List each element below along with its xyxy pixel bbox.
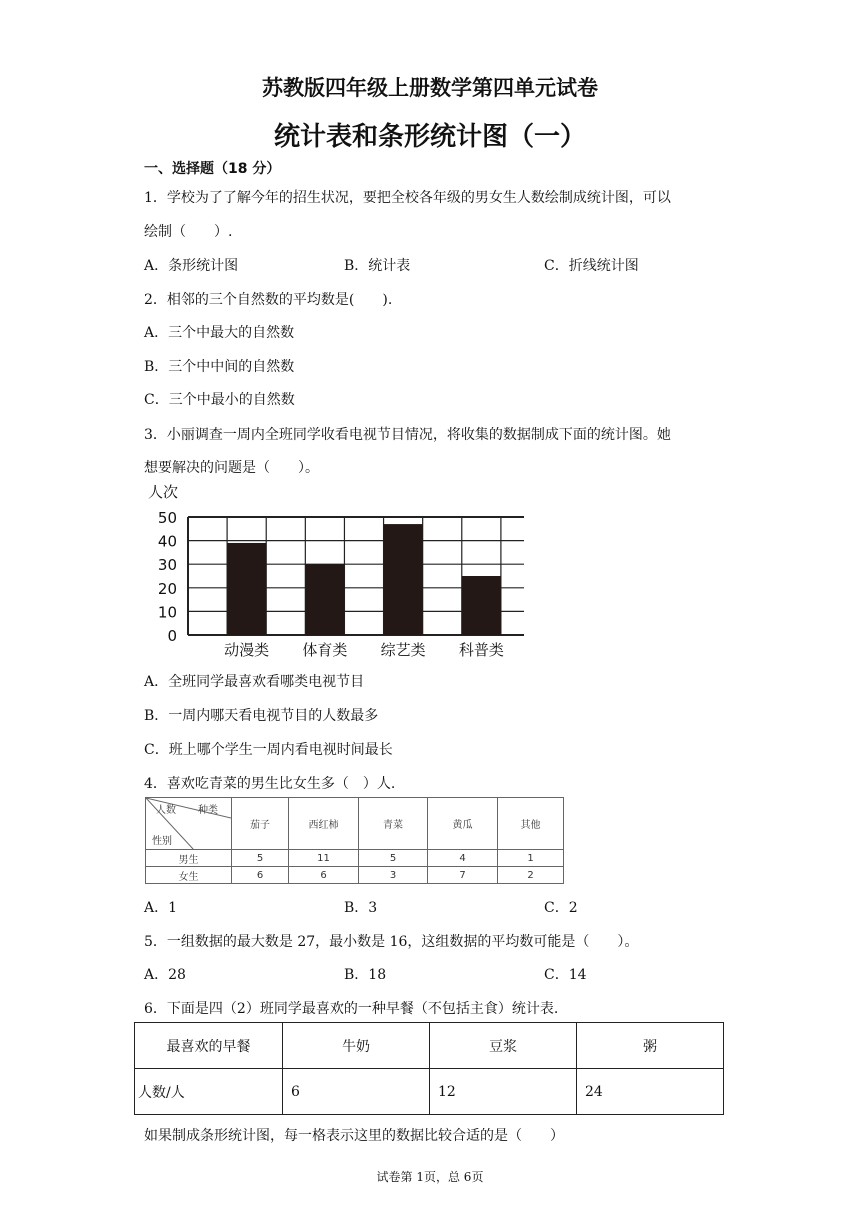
- q6-header-cell: 牛奶: [283, 1023, 430, 1069]
- cell: 11: [289, 850, 359, 867]
- cell: 6: [289, 867, 359, 884]
- bar: [305, 564, 344, 635]
- q1-option-c: C．折线统计图: [544, 258, 639, 274]
- q2-option-b: B．三个中中间的自然数: [144, 359, 295, 375]
- q4-text: 4．喜欢吃青菜的男生比女生多（ ）人.: [144, 776, 396, 792]
- q3-option-c: C．班上哪个学生一周内看电视时间最长: [144, 742, 393, 758]
- q5-option-b: B．18: [344, 967, 387, 983]
- corner-bottom: 性别: [152, 836, 172, 847]
- cell: 5: [232, 850, 289, 867]
- q6-header-cell: 豆浆: [430, 1023, 577, 1069]
- cell: 6: [232, 867, 289, 884]
- q6-row-label: 人数/人: [135, 1069, 283, 1115]
- table-row: [146, 867, 564, 884]
- q1-option-a: A．条形统计图: [144, 258, 239, 274]
- x-tick-label: 科普类: [458, 641, 504, 659]
- row-label: 男生: [146, 850, 232, 867]
- q4-table-corner: [146, 798, 232, 850]
- q6-cell: 12: [430, 1069, 577, 1115]
- q5-text: 5．一组数据的最大数是 27，最小数是 16，这组数据的平均数可能是（ ）。: [144, 934, 639, 950]
- q1-text-line2: 绘制（ ）.: [144, 224, 233, 240]
- q6-followup: 如果制成条形统计图，每一格表示这里的数据比较合适的是（ ）: [144, 1128, 564, 1144]
- cell: 5: [359, 850, 428, 867]
- q2-text: 2．相邻的三个自然数的平均数是( ).: [144, 292, 393, 308]
- exam-title: 苏教版四年级上册数学第四单元试卷: [262, 76, 598, 100]
- y-tick-label: 50: [157, 509, 177, 527]
- x-tick-label: 综艺类: [380, 641, 426, 659]
- q3-text-line1: 3．小丽调查一周内全班同学收看电视节目情况，将收集的数据制成下面的统计图。她: [144, 427, 671, 443]
- row-label: 女生: [146, 867, 232, 884]
- corner-top-right: 种类: [198, 805, 218, 816]
- q4-col-header: 黄瓜: [428, 798, 498, 850]
- q4-col-header: 西红柿: [289, 798, 359, 850]
- q6-cell: 24: [577, 1069, 724, 1115]
- q4-col-header: 其他: [498, 798, 564, 850]
- table-row: [135, 1023, 724, 1069]
- cell: 1: [498, 850, 564, 867]
- q4-option-b: B．3: [344, 900, 378, 916]
- q6-header-cell: 粥: [577, 1023, 724, 1069]
- exam-subtitle: 统计表和条形统计图（一）: [273, 122, 586, 152]
- q4-option-c: C．2: [544, 900, 578, 916]
- cell: 2: [498, 867, 564, 884]
- bar: [227, 543, 266, 635]
- q4-col-header: 青菜: [359, 798, 428, 850]
- q3-option-b: B．一周内哪天看电视节目的人数最多: [144, 708, 379, 724]
- cell: 7: [428, 867, 498, 884]
- y-tick-label: 40: [157, 532, 177, 551]
- bar-chart-svg: [144, 478, 524, 663]
- y-tick-label: 10: [157, 603, 177, 622]
- bar: [384, 524, 423, 635]
- table-row: [135, 1069, 724, 1115]
- y-tick-label: 20: [157, 579, 177, 598]
- q3-option-a: A．全班同学最喜欢看哪类电视节目: [144, 674, 365, 690]
- bar: [462, 576, 501, 635]
- cell: 3: [359, 867, 428, 884]
- y-tick-label: 30: [157, 556, 177, 575]
- q4-option-a: A．1: [144, 900, 178, 916]
- q1-text-line1: 1．学校为了了解今年的招生状况，要把全校各年级的男女生人数绘制成统计图，可以: [144, 190, 671, 206]
- q2-option-a: A．三个中最大的自然数: [144, 325, 295, 341]
- table-row: [146, 850, 564, 867]
- q6-header-cell: 最喜欢的早餐: [135, 1023, 283, 1069]
- corner-top-left: 人数: [156, 805, 176, 816]
- q6-cell: 6: [283, 1069, 430, 1115]
- q4-col-header: 茄子: [232, 798, 289, 850]
- x-tick-label: 体育类: [302, 641, 348, 659]
- bar-chart: [144, 478, 524, 663]
- q1-option-b: B．统计表: [344, 258, 411, 274]
- q6-table: [134, 1022, 724, 1115]
- y-axis-label: 人次: [148, 483, 179, 501]
- q4-table: [145, 797, 564, 884]
- q5-option-c: C．14: [544, 967, 587, 983]
- q5-option-a: A．28: [144, 967, 186, 983]
- cell: 4: [428, 850, 498, 867]
- q6-text: 6．下面是四（2）班同学最喜欢的一种早餐（不包括主食）统计表.: [144, 1001, 559, 1017]
- q2-option-c: C．三个中最小的自然数: [144, 392, 295, 408]
- x-tick-label: 动漫类: [224, 641, 270, 659]
- page-footer: 试卷第 1页，总 6页: [376, 1170, 484, 1184]
- section-heading: 一、选择题（18 分）: [144, 161, 281, 177]
- q3-text-line2: 想要解决的问题是（ ）。: [144, 460, 319, 476]
- y-tick-label: 0: [167, 627, 177, 645]
